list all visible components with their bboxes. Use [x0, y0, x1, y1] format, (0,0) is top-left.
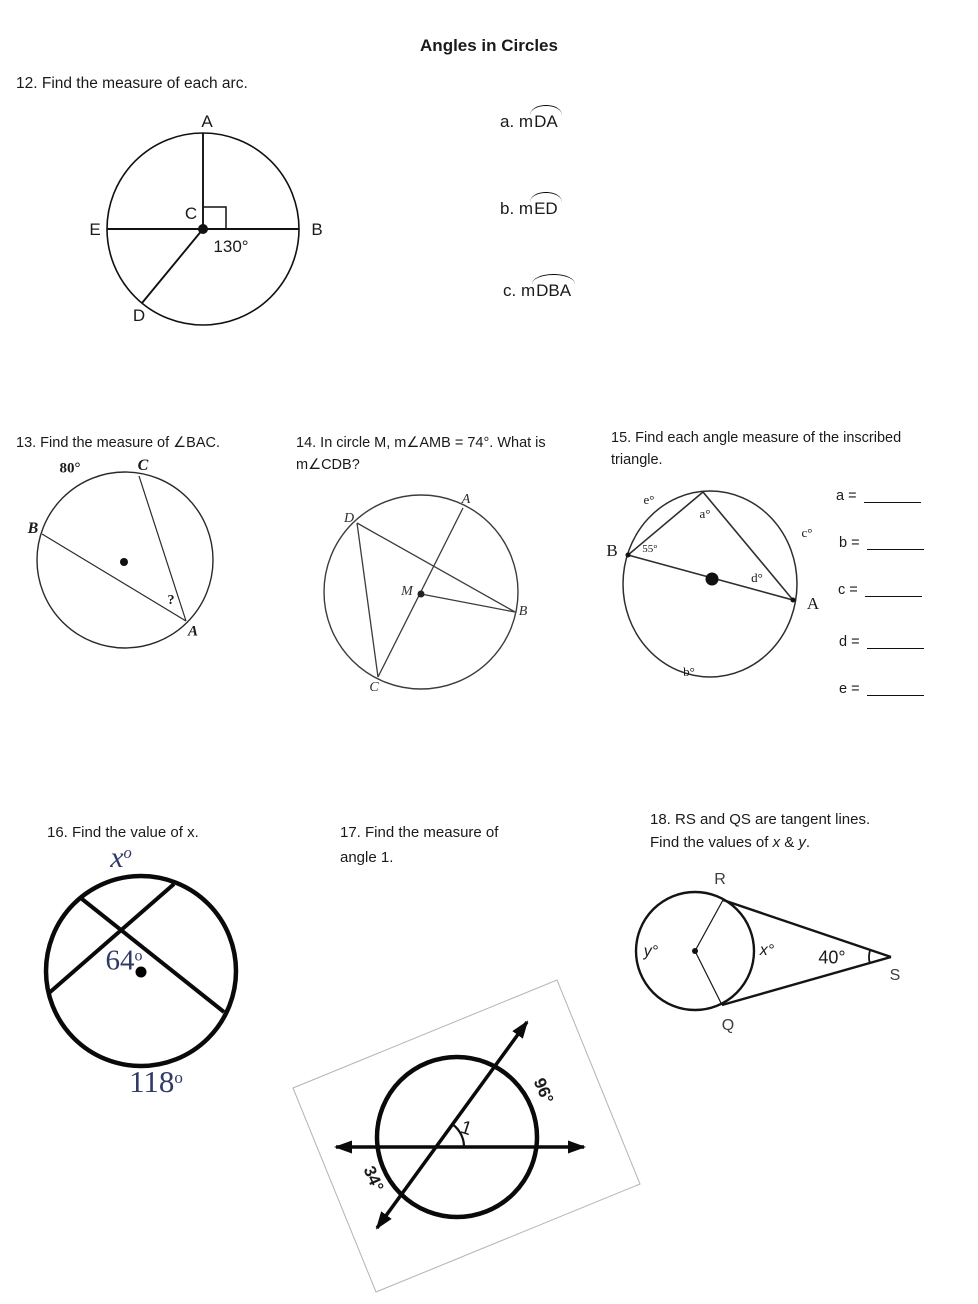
p15-blank-e-label: e = — [839, 681, 860, 697]
p15-blank-e-line — [867, 680, 924, 696]
p15-blank-c-label: c = — [838, 582, 858, 598]
p12-answer-b — [500, 199, 559, 219]
p14-label-C: C — [369, 680, 379, 695]
p18-header-line2-part4: . — [805, 834, 811, 851]
p13-label-A: A — [187, 623, 199, 640]
p14-chord-DC — [357, 523, 378, 677]
problem-15-header — [611, 427, 901, 471]
p13-figure — [37, 472, 213, 648]
p12-answer-c-arcword — [535, 281, 572, 301]
p16-label-118-base: 118 — [129, 1064, 175, 1099]
p15-blank-a-label: a = — [836, 488, 857, 504]
p18-header-line1: 18. RS and QS are tangent lines. — [650, 811, 871, 828]
p13-center-dot — [120, 558, 128, 566]
p15-blank-a — [836, 487, 921, 504]
p14-radius-MB — [421, 594, 515, 612]
p15-label-B: B — [606, 541, 618, 560]
p12-answer-c-letters: DBA — [536, 281, 572, 300]
p15-blank-b-label: b = — [839, 535, 860, 551]
p13-label-question: ? — [167, 593, 175, 608]
p15-label-a: a° — [699, 506, 711, 521]
p15-label-b: b° — [683, 664, 695, 679]
p12-label-C: C — [184, 204, 198, 223]
p15-label-d: d° — [751, 570, 763, 585]
p15-vertex-B-dot — [626, 553, 631, 558]
problem-16-header: 16. Find the value of x. — [47, 824, 199, 841]
p16-chord-1 — [82, 899, 224, 1012]
p12-label-A: A — [201, 112, 213, 131]
p18-tangent-QS — [722, 957, 891, 1005]
p18-label-Q: Q — [721, 1017, 735, 1034]
p18-header-line2-part2: & — [780, 834, 799, 851]
p18-center-dot — [692, 948, 698, 954]
p16-label-64-degree: o — [134, 947, 143, 965]
problem-13-header: 13. Find the measure of ∠BAC. — [16, 435, 221, 451]
p16-label-118-degree: o — [174, 1067, 183, 1087]
p12-radius-CD — [142, 229, 203, 303]
p12-answer-a-letters: DA — [534, 112, 558, 131]
p17-header-line1: 17. Find the measure of — [340, 824, 499, 841]
p15-blank-c — [838, 581, 922, 598]
p15-label-e: e° — [643, 492, 655, 507]
p16-label-x-base: x — [110, 841, 124, 874]
p13-label-80: 80° — [59, 460, 81, 477]
p12-label-E: E — [89, 220, 101, 239]
p17-label-angle1: 1 — [457, 1116, 475, 1141]
p15-label-A: A — [806, 594, 820, 613]
p12-answer-b-arcword — [533, 199, 559, 219]
p18-label-R: R — [714, 871, 726, 888]
p15-blank-b-line — [867, 534, 924, 550]
p12-answer-a-arcword — [533, 112, 559, 132]
p12-answer-a-prefix: a. m — [500, 112, 534, 131]
p16-label-x — [110, 841, 132, 875]
p12-label-D: D — [132, 306, 146, 325]
p15-blank-d — [839, 633, 924, 650]
p12-answer-c — [503, 281, 572, 301]
p15-blank-c-line — [865, 581, 922, 597]
p15-blank-d-label: d = — [839, 634, 860, 650]
p18-angle40-arc — [869, 950, 870, 963]
p18-tangent-RS — [723, 900, 891, 957]
p15-header-line1: 15. Find each angle measure of the inscribed — [611, 430, 902, 446]
p17-label-34: 34° — [359, 1163, 388, 1195]
problem-17-header — [340, 820, 498, 870]
p17-label-96: 96° — [529, 1075, 558, 1107]
p14-label-B: B — [518, 604, 528, 619]
page-title: Angles in Circles — [420, 36, 558, 55]
problem-12-header: 12. Find the measure of each arc. — [16, 75, 248, 92]
p13-chord-BA — [42, 534, 186, 621]
p18-radius-R — [695, 900, 723, 951]
p13-chord-CA — [139, 476, 186, 621]
p18-label-x: x° — [759, 942, 775, 959]
p12-answer-b-prefix: b. m — [500, 199, 534, 218]
p17-header-line2: angle 1. — [340, 849, 394, 866]
p12-label-B: B — [311, 220, 323, 239]
p14-label-A: A — [461, 492, 471, 507]
p12-label-130: 130° — [213, 237, 249, 256]
p15-vertex-A-dot — [791, 598, 796, 603]
p12-answer-a — [500, 112, 559, 132]
problem-14-header — [296, 432, 546, 476]
p18-header-line2 — [650, 831, 870, 854]
p14-header-line1: 14. In circle M, m∠AMB = 74°. What is — [296, 435, 546, 451]
p14-label-M: M — [401, 584, 413, 599]
p12-center-dot — [198, 224, 208, 234]
p15-label-55: 55° — [642, 543, 658, 555]
p18-radius-Q — [695, 951, 722, 1005]
p13-label-B: B — [27, 520, 39, 537]
p18-label-S: S — [889, 967, 901, 984]
p18-label-40: 40° — [818, 947, 846, 968]
p12-answer-b-letters: ED — [534, 199, 558, 218]
problem-18-header — [650, 808, 870, 854]
p14-chord-DB — [357, 523, 515, 612]
p16-label-118 — [129, 1064, 183, 1100]
p14-label-D: D — [343, 511, 355, 526]
p15-center-dot — [706, 573, 719, 586]
p15-blank-b — [839, 534, 924, 551]
p16-label-x-degree: o — [123, 842, 132, 862]
p16-label-64-base: 64 — [105, 944, 135, 977]
p15-header-line2: triangle. — [611, 452, 663, 468]
p13-label-C: C — [137, 457, 149, 474]
p15-label-c: c° — [801, 525, 813, 540]
p15-blank-e — [839, 680, 924, 697]
p18-header-line2-part0: Find the values of — [650, 834, 773, 851]
p18-header-line2-y: y — [798, 834, 806, 851]
p14-center-dot — [418, 591, 425, 598]
p18-header-line2-x: x — [772, 834, 781, 851]
p16-label-64 — [106, 945, 143, 978]
p14-header-line2: m∠CDB? — [296, 457, 360, 473]
p12-figure — [107, 133, 299, 325]
p15-blank-d-line — [867, 633, 924, 649]
p12-answer-c-prefix: c. m — [503, 281, 536, 300]
p15-blank-a-line — [864, 487, 921, 503]
p18-label-y: y° — [643, 943, 659, 960]
